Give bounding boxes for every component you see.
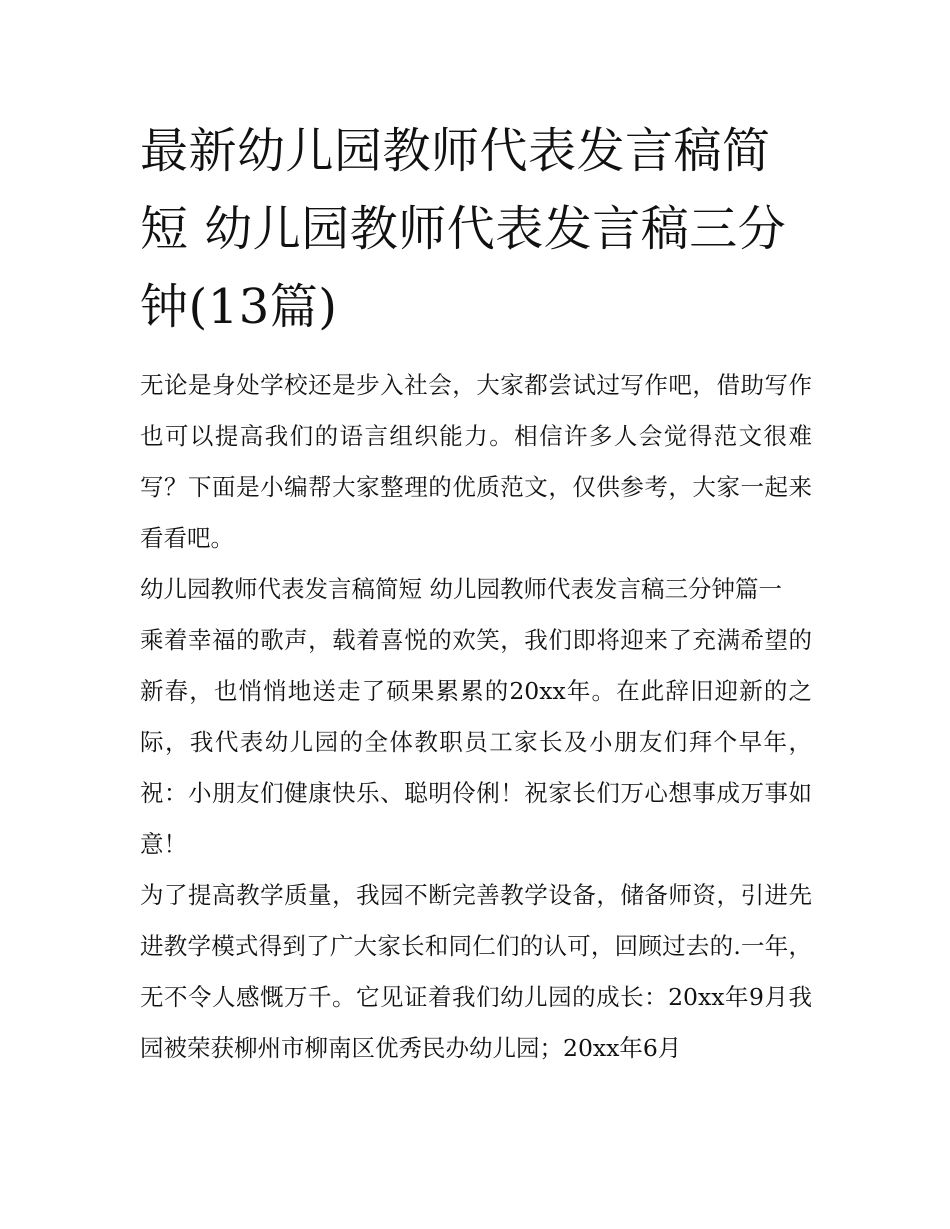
document-page bbox=[140, 112, 812, 1074]
document-title: 最新幼儿园教师代表发言稿简短 幼儿园教师代表发言稿三分钟(13篇) bbox=[140, 123, 787, 335]
section-heading: 幼儿园教师代表发言稿简短 幼儿园教师代表发言稿三分钟篇一 bbox=[140, 575, 782, 603]
body-paragraph: 为了提高教学质量，我园不断完善教学设备，储备师资，引进先进教学模式得到了广大家长和同仁们的认可，回顾过去的.一年，无不令人感慨万千。它见证着我们幼儿园的成长：20xx年9月我园被荣获柳州市柳南区优秀民办幼儿园；20xx年6月 bbox=[140, 881, 812, 1062]
intro-paragraph: 无论是身处学校还是步入社会，大家都尝试过写作吧，借助写作也可以提高我们的语言组织能力。相信许多人会觉得范文很难写？下面是小编帮大家整理的优质范文，仅供参考，大家一起来看看吧。 bbox=[140, 371, 812, 552]
body-paragraph: 乘着幸福的歌声，载着喜悦的欢笑，我们即将迎来了充满希望的新春，也悄悄地送走了硕果累累的20xx年。在此辞旧迎新的之际，我代表幼儿园的全体教职员工家长及小朋友们拜个早年，祝：小朋友们健康快乐、聪明伶俐！祝家长们万心想事成万事如意！ bbox=[140, 626, 812, 858]
